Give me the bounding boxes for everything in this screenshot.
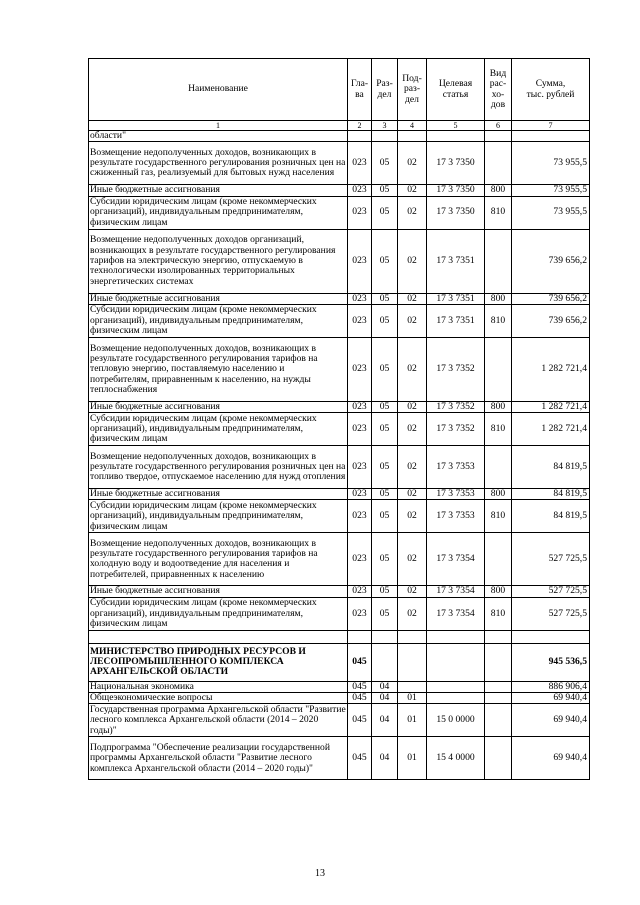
cell-chapter: 023 [348, 185, 372, 196]
cell-amount: 84 819,5 [512, 489, 590, 500]
cell-exp-type [485, 704, 512, 737]
cell-amount: 739 656,2 [512, 304, 590, 337]
header-section: Раз- дел [372, 59, 398, 121]
cell-subsection: 01 [398, 693, 427, 704]
cell-chapter: 045 [348, 681, 372, 692]
cell-name: Субсидии юридическим лицам (кроме некоммерческих организаций), индивидуальным предпринимателям, физическим лицам [89, 500, 348, 533]
cell-subsection: 02 [398, 229, 427, 293]
cell-section [372, 643, 398, 681]
table-row [89, 500, 590, 533]
cell-target: 17 3 7354 [427, 586, 485, 597]
cell-subsection: 02 [398, 489, 427, 500]
table-row [89, 293, 590, 304]
cell-name: Иные бюджетные ассигнования [89, 293, 348, 304]
header-number: 6 [485, 121, 512, 131]
cell-chapter: 023 [348, 597, 372, 630]
cell-subsection: 02 [398, 500, 427, 533]
cell-target: 17 3 7352 [427, 337, 485, 401]
cell-name: области" [89, 131, 348, 142]
cell-exp-type: 800 [485, 293, 512, 304]
table-row [89, 229, 590, 293]
header-number-row [89, 121, 590, 131]
table-row [89, 586, 590, 597]
cell-section: 04 [372, 693, 398, 704]
cell-section: 05 [372, 293, 398, 304]
cell-amount [512, 131, 590, 142]
cell-section: 05 [372, 185, 398, 196]
cell-amount: 527 725,5 [512, 533, 590, 586]
cell-chapter: 045 [348, 704, 372, 737]
header-name: Наименование [89, 59, 348, 121]
cell-section: 05 [372, 142, 398, 185]
header-number: 5 [427, 121, 485, 131]
cell-amount: 69 940,4 [512, 704, 590, 737]
cell-subsection [398, 630, 427, 643]
cell-section: 05 [372, 337, 398, 401]
cell-amount [512, 630, 590, 643]
cell-section: 05 [372, 229, 398, 293]
cell-subsection: 02 [398, 413, 427, 446]
cell-chapter: 023 [348, 401, 372, 412]
cell-subsection: 02 [398, 597, 427, 630]
cell-section: 04 [372, 681, 398, 692]
header-exp-type: Вид рас- хо- дов [485, 59, 512, 121]
cell-subsection [398, 643, 427, 681]
cell-target: 17 3 7354 [427, 533, 485, 586]
cell-chapter: 023 [348, 337, 372, 401]
cell-exp-type: 800 [485, 489, 512, 500]
cell-section: 05 [372, 401, 398, 412]
cell-name: Государственная программа Архангельской области "Развитие лесного комплекса Архангельской области (2014 – 2020 годы)" [90, 703, 346, 736]
cell-subsection: 02 [398, 533, 427, 586]
table-row [89, 142, 590, 185]
cell-exp-type [485, 681, 512, 692]
header-number: 7 [512, 121, 590, 131]
cell-target: 17 3 7353 [427, 446, 485, 489]
header-number: 3 [372, 121, 398, 131]
cell-section: 05 [372, 500, 398, 533]
cell-chapter: 023 [348, 229, 372, 293]
cell-target: 15 4 0000 [427, 737, 485, 780]
cell-exp-type: 800 [485, 401, 512, 412]
cell-name [89, 630, 348, 643]
table-row [89, 401, 590, 412]
cell-name: Возмещение недополученных доходов, возникающих в результате государственного регулирования тарифов на холодную воду и водоотведение для населения и потребителей, приравненных к населению [89, 533, 348, 586]
table-row [89, 446, 590, 489]
header-amount: Сумма, тыс. рублей [512, 59, 590, 121]
cell-amount: 1 282 721,4 [512, 337, 590, 401]
header-chapter: Гла- ва [348, 59, 372, 121]
cell-subsection: 02 [398, 446, 427, 489]
table-row [89, 533, 590, 586]
table-row [89, 643, 590, 681]
table-body [89, 131, 590, 780]
cell-exp-type: 800 [485, 586, 512, 597]
cell-amount: 73 955,5 [512, 185, 590, 196]
cell-name: Национальная экономика [89, 681, 348, 692]
table-row [89, 185, 590, 196]
header-number: 1 [89, 121, 348, 131]
cell-name: Подпрограмма "Обеспечение реализации государственной программы Архангельской области "Развитие лесного комплекса Архангельской области (2014 – 2020 годы)" [89, 737, 348, 780]
cell-exp-type [485, 337, 512, 401]
cell-chapter: 045 [348, 643, 372, 681]
cell-subsection: 02 [398, 293, 427, 304]
cell-target: 17 3 7351 [427, 293, 485, 304]
cell-exp-type [485, 693, 512, 704]
cell-target: 17 3 7351 [427, 304, 485, 337]
cell-exp-type: 810 [485, 597, 512, 630]
cell-amount: 739 656,2 [512, 229, 590, 293]
cell-exp-type: 810 [485, 500, 512, 533]
cell-target [427, 131, 485, 142]
header-row [89, 59, 590, 121]
cell-target: 17 3 7354 [427, 597, 485, 630]
cell-name: Субсидии юридическим лицам (кроме некоммерческих организаций), индивидуальным предпринимателям, физическим лицам [89, 413, 348, 446]
table-row [89, 131, 590, 142]
cell-target [427, 643, 485, 681]
header-number: 4 [398, 121, 427, 131]
cell-amount: 73 955,5 [512, 142, 590, 185]
cell-exp-type: 810 [485, 413, 512, 446]
table-row [89, 196, 590, 229]
cell-name: Субсидии юридическим лицам (кроме некоммерческих организаций), индивидуальным предпринимателям, физическим лицам [89, 304, 348, 337]
page-number: 13 [315, 868, 325, 879]
cell-chapter: 023 [348, 413, 372, 446]
cell-subsection: 02 [398, 304, 427, 337]
cell-target: 17 3 7351 [427, 229, 485, 293]
cell-section: 05 [372, 413, 398, 446]
cell-section: 04 [372, 737, 398, 780]
cell-amount: 84 819,5 [512, 446, 590, 489]
cell-name: Субсидии юридическим лицам (кроме некоммерческих организаций), индивидуальным предпринимателям, физическим лицам [89, 597, 348, 630]
cell-amount: 527 725,5 [512, 586, 590, 597]
cell-chapter: 023 [348, 142, 372, 185]
cell-amount: 1 282 721,4 [512, 401, 590, 412]
table-row [89, 693, 590, 704]
header-target: Целевая статья [427, 59, 485, 121]
cell-target [427, 693, 485, 704]
cell-subsection: 01 [398, 737, 427, 780]
cell-amount: 527 725,5 [512, 597, 590, 630]
cell-target: 17 3 7352 [427, 413, 485, 446]
cell-chapter: 023 [348, 304, 372, 337]
cell-subsection: 01 [398, 704, 427, 737]
cell-chapter: 023 [348, 586, 372, 597]
cell-exp-type: 800 [485, 185, 512, 196]
budget-table-container [88, 58, 589, 780]
cell-name: Возмещение недополученных доходов организаций, возникающих в результате государственного регулирования тарифов на электрическую энергию, отпускаемую в технологически изолированных территориальных энергетических системах [89, 229, 348, 293]
cell-target: 15 0 0000 [427, 704, 485, 737]
cell-target: 17 3 7352 [427, 401, 485, 412]
cell-subsection: 02 [398, 142, 427, 185]
cell-exp-type [485, 533, 512, 586]
cell-amount: 73 955,5 [512, 196, 590, 229]
cell-amount: 69 940,4 [512, 693, 590, 704]
cell-chapter: 045 [348, 693, 372, 704]
cell-section: 05 [372, 304, 398, 337]
cell-exp-type [485, 229, 512, 293]
cell-amount: 84 819,5 [512, 500, 590, 533]
cell-target [427, 630, 485, 643]
cell-section [372, 630, 398, 643]
cell-amount: 1 282 721,4 [512, 413, 590, 446]
cell-chapter: 045 [348, 737, 372, 780]
cell-chapter [348, 630, 372, 643]
cell-exp-type [485, 131, 512, 142]
cell-target: 17 3 7353 [427, 500, 485, 533]
cell-amount: 886 906,4 [512, 681, 590, 692]
cell-target [427, 681, 485, 692]
table-row [89, 704, 590, 737]
cell-name: Иные бюджетные ассигнования [89, 489, 348, 500]
table-row [89, 737, 590, 780]
cell-name: Иные бюджетные ассигнования [89, 185, 348, 196]
cell-target: 17 3 7350 [427, 185, 485, 196]
cell-name: Возмещение недополученных доходов, возникающих в результате государственного регулирования тарифов на тепловую энергию, поставляемую населению и потребителям, приравненным к населению, на нужды теплоснабжения [89, 337, 348, 401]
cell-name: МИНИСТЕРСТВО ПРИРОДНЫХ РЕСУРСОВ И ЛЕСОПРОМЫШЛЕННОГО КОМПЛЕКСА АРХАНГЕЛЬСКОЙ ОБЛАСТИ [89, 643, 348, 681]
cell-exp-type: 810 [485, 304, 512, 337]
cell-amount: 739 656,2 [512, 293, 590, 304]
cell-section: 05 [372, 586, 398, 597]
cell-exp-type [485, 630, 512, 643]
cell-name: Иные бюджетные ассигнования [89, 586, 348, 597]
header-number: 2 [348, 121, 372, 131]
cell-section: 05 [372, 533, 398, 586]
table-row [89, 681, 590, 692]
cell-exp-type [485, 142, 512, 185]
cell-target: 17 3 7350 [427, 142, 485, 185]
table-row [89, 413, 590, 446]
table-row [89, 304, 590, 337]
cell-subsection: 02 [398, 337, 427, 401]
cell-exp-type: 810 [485, 196, 512, 229]
cell-exp-type [485, 446, 512, 489]
cell-subsection: 02 [398, 401, 427, 412]
cell-name: Субсидии юридическим лицам (кроме некоммерческих организаций), индивидуальным предпринимателям, физическим лицам [89, 196, 348, 229]
cell-section: 05 [372, 196, 398, 229]
cell-name: Иные бюджетные ассигнования [89, 401, 348, 412]
cell-amount: 945 536,5 [512, 643, 590, 681]
cell-exp-type [485, 737, 512, 780]
table-row [89, 630, 590, 643]
cell-chapter: 023 [348, 293, 372, 304]
cell-chapter: 023 [348, 533, 372, 586]
cell-section: 05 [372, 597, 398, 630]
cell-section [372, 131, 398, 142]
cell-chapter: 023 [348, 196, 372, 229]
cell-subsection [398, 131, 427, 142]
cell-chapter: 023 [348, 500, 372, 533]
cell-name: Возмещение недополученных доходов, возникающих в результате государственного регулирования розничных цен на топливо твердое, отпускаемое населению для нужд отопления [89, 446, 348, 489]
cell-subsection: 02 [398, 185, 427, 196]
cell-chapter: 023 [348, 489, 372, 500]
cell-name: Возмещение недополученных доходов, возникающих в результате государственного регулирования розничных цен на сжиженный газ, реализуемый для бытовых нужд населения [89, 142, 348, 185]
cell-exp-type [485, 643, 512, 681]
cell-target: 17 3 7350 [427, 196, 485, 229]
table-row [89, 489, 590, 500]
cell-section: 04 [372, 704, 398, 737]
cell-section: 05 [372, 446, 398, 489]
header-subsection: Под- раз- дел [398, 59, 427, 121]
cell-section: 05 [372, 489, 398, 500]
cell-name: Общеэкономические вопросы [89, 693, 348, 704]
cell-subsection: 02 [398, 586, 427, 597]
cell-subsection: 02 [398, 196, 427, 229]
table-row [89, 337, 590, 401]
cell-target: 17 3 7353 [427, 489, 485, 500]
budget-table [88, 58, 590, 780]
cell-amount: 69 940,4 [512, 737, 590, 780]
table-row [89, 597, 590, 630]
cell-chapter [348, 131, 372, 142]
cell-subsection [398, 681, 427, 692]
cell-chapter: 023 [348, 446, 372, 489]
